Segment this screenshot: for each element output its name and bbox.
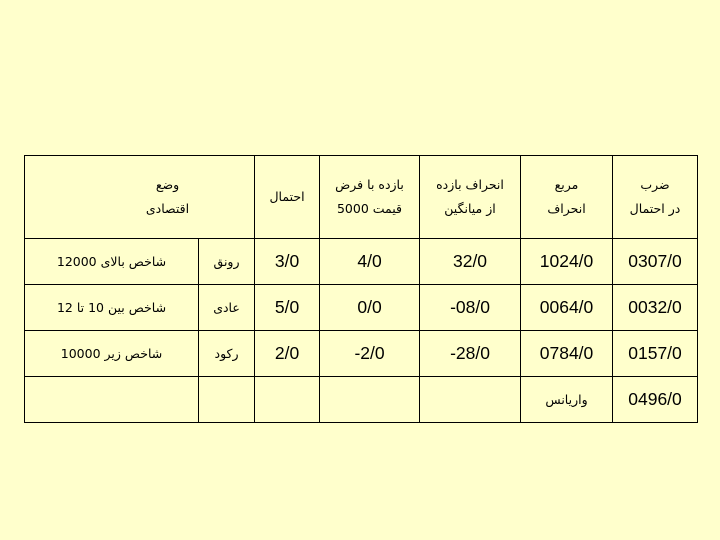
return-cell: 0/0 — [320, 285, 420, 331]
deviation-cell: 32/0 — [420, 239, 521, 285]
header-squared-deviation: مربع انحراف — [521, 156, 613, 239]
probability-cell: 2/0 — [255, 331, 320, 377]
state-cell: عادی — [199, 285, 255, 331]
index-range-cell: شاخص بالای 12000 — [25, 239, 199, 285]
header-multiply-probability: ضرب در احتمال — [613, 156, 698, 239]
index-range-cell: شاخص بین 10 تا 12 — [25, 285, 199, 331]
return-cell: 4/0 — [320, 239, 420, 285]
empty-cell — [320, 377, 420, 423]
probability-cell: 3/0 — [255, 239, 320, 285]
table-row — [25, 331, 698, 377]
state-cell: رکود — [199, 331, 255, 377]
header-return: بازده با فرض قیمت 5000 — [320, 156, 420, 239]
square-cell: 0784/0 — [521, 331, 613, 377]
variance-value: 0496/0 — [613, 377, 698, 423]
variance-label: واریانس — [521, 377, 613, 423]
variance-table — [24, 155, 698, 423]
index-range-cell: شاخص زیر 10000 — [25, 331, 199, 377]
product-cell: 0157/0 — [613, 331, 698, 377]
empty-cell — [25, 377, 199, 423]
header-row — [25, 156, 698, 239]
variance-row — [25, 377, 698, 423]
product-cell: 0032/0 — [613, 285, 698, 331]
empty-cell — [199, 377, 255, 423]
deviation-cell: -08/0 — [420, 285, 521, 331]
deviation-cell: -28/0 — [420, 331, 521, 377]
table-row — [25, 239, 698, 285]
header-probability: احتمال — [255, 156, 320, 239]
product-cell: 0307/0 — [613, 239, 698, 285]
empty-cell — [420, 377, 521, 423]
square-cell: 1024/0 — [521, 239, 613, 285]
square-cell: 0064/0 — [521, 285, 613, 331]
probability-cell: 5/0 — [255, 285, 320, 331]
return-cell: -2/0 — [320, 331, 420, 377]
header-return-deviation: انحراف بازده از میانگین — [420, 156, 521, 239]
header-economic-situation: وضع اقتصادی — [25, 156, 255, 239]
state-cell: رونق — [199, 239, 255, 285]
table-row — [25, 285, 698, 331]
empty-cell — [255, 377, 320, 423]
